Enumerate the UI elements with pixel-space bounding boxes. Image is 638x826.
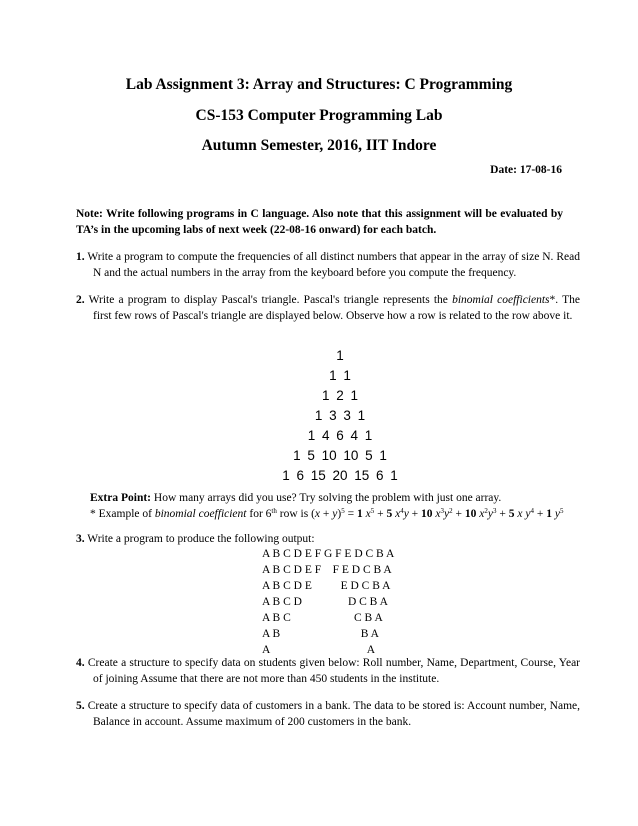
- pascal-row: 1 6 15 20 15 6 1: [282, 468, 398, 483]
- example-rest: row is: [276, 508, 312, 520]
- example-superscript: th: [271, 507, 277, 515]
- pattern-row: A A: [262, 644, 376, 656]
- pascal-row: 1 5 10 10 5 1: [293, 448, 387, 463]
- question-number: 3.: [76, 533, 85, 545]
- extra-point-text: How many arrays did you use? Try solving the problem with just one array.: [151, 492, 502, 504]
- binomial-formula: $(x + y)^5 = 1$ $x^5 + 5$ $x^4y + 10$ $x^3y^2 + 10$ $x^2y^3 + 5$ x $y^4 + 1$ $y^5$: [311, 507, 564, 520]
- pattern-row: A B C D E F F E D C B A: [262, 564, 392, 576]
- example-mid: for 6: [246, 508, 272, 520]
- question-1: [76, 249, 580, 281]
- pascal-row: 1 4 6 4 1: [307, 428, 373, 443]
- binomial-example: [90, 506, 580, 522]
- semester-title: Autumn Semester, 2016, IIT Indore: [201, 137, 437, 154]
- extra-point-label: Extra Point:: [90, 492, 152, 504]
- pascal-row: 1 2 1: [321, 388, 359, 403]
- question-number: 5.: [76, 700, 85, 712]
- question-text: Write a program to produce the following output:: [87, 533, 315, 545]
- question-4: [76, 655, 580, 687]
- question-text-cont: *. The first few rows of Pascal's triangle are displayed below. Observe how a row is related to the row above it.: [93, 294, 581, 322]
- question-3: [76, 531, 580, 547]
- question-text: Write a program to display Pascal's triangle. Pascal's triangle represents the: [88, 294, 453, 306]
- question-number: 4.: [76, 657, 85, 669]
- question-text: Create a structure to specify data on students given below: Roll number, Name, Department, Course, Year of joining Assume that there are not more than 450 students in the institute.: [87, 657, 581, 685]
- question-number: 1.: [76, 251, 85, 263]
- pattern-row: A B C C B A: [262, 612, 383, 624]
- assignment-title: Lab Assignment 3: Array and Structures: C Programming: [125, 76, 513, 93]
- assignment-note: Note: Write following programs in C language. Also note that this assignment will be evaluated by TA’s in the upcoming labs of next week (22-08-16 onward) for each batch.: [76, 208, 563, 236]
- pattern-row: A B C D D C B A: [262, 596, 388, 608]
- question-text: Create a structure to specify data of customers in a bank. The data to be stored is: Account number, Name, Balance in account. Assume maximum of 200 customers in the bank.: [87, 700, 581, 728]
- pascal-row: 1 1: [329, 368, 351, 383]
- pattern-row: A B C D E F G F E D C B A: [262, 548, 395, 560]
- pascal-row: 1 3 3 1: [314, 408, 366, 423]
- extra-point: [90, 490, 570, 506]
- assignment-date: Date: 17-08-16: [490, 164, 562, 176]
- pascal-row: 1: [336, 348, 344, 363]
- example-prefix: * Example of: [90, 508, 155, 520]
- course-title: CS-153 Computer Programming Lab: [195, 107, 443, 124]
- pattern-row: A B B A: [262, 628, 379, 640]
- question-2: [76, 292, 580, 324]
- question-number: 2.: [76, 294, 85, 306]
- question-5: [76, 698, 580, 730]
- question-emphasis: binomial coefficients: [452, 294, 550, 306]
- example-emphasis: binomial coefficient: [154, 508, 247, 520]
- question-text: Write a program to compute the frequencies of all distinct numbers that appear in the array of size N. Read N and the actual numbers in the array from the keyboard before you compute the frequency.: [87, 251, 580, 279]
- pattern-row: A B C D E E D C B A: [262, 580, 391, 592]
